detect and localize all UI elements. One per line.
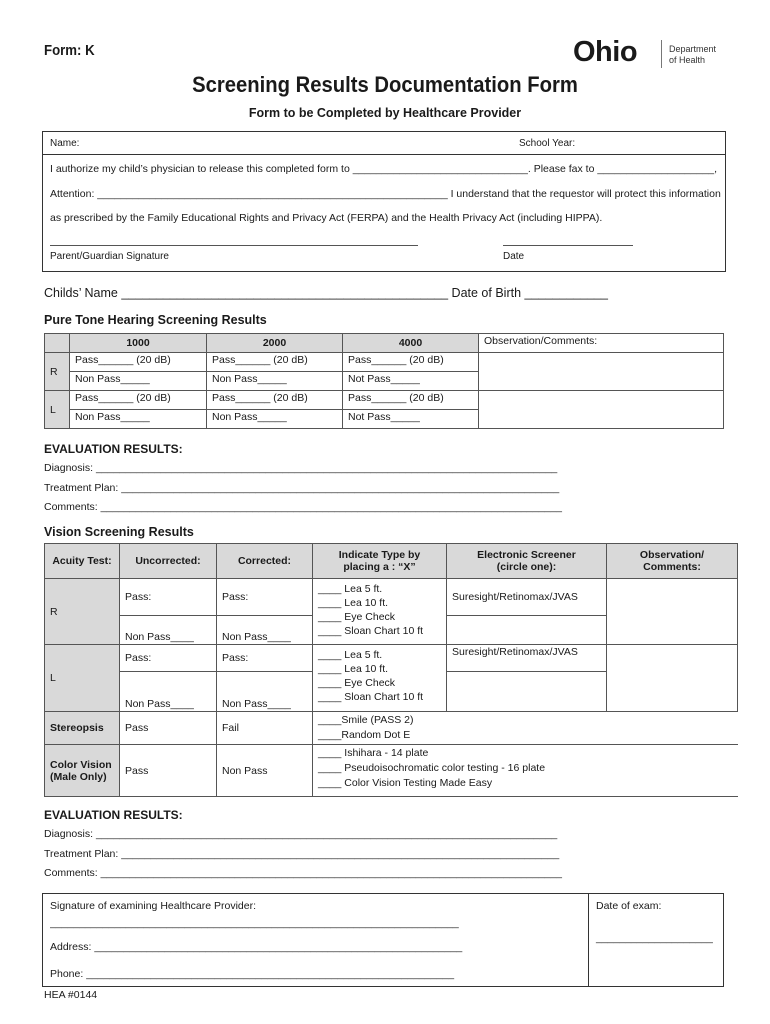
obs-header-line1: Observation/ [639,549,705,561]
r-4000-pass[interactable]: Pass______ (20 dB) [343,353,479,372]
name-label: Name: [50,138,80,149]
color-made-easy[interactable]: ____ Color Vision Testing Made Easy [318,777,493,789]
r-type-lea5[interactable]: ____ Lea 5 ft. [318,583,383,595]
hearing-table [44,333,724,429]
form-number: HEA #0144 [44,989,98,1001]
r-uncorrected-fail[interactable]: Non Pass____ [120,616,217,645]
ear-left: L [45,391,70,429]
type-header [313,544,447,579]
hearing-obs-label: Observation/Comments: [479,334,724,353]
r-screener-blank[interactable] [447,616,607,645]
r-corrected-pass[interactable]: Pass: [217,579,313,616]
l-screener-blank[interactable] [447,672,607,712]
eval1-title: EVALUATION RESULTS: [44,442,183,456]
r-1000-fail[interactable]: Non Pass_____ [70,372,207,391]
r-type-options[interactable] [313,579,447,645]
vision-right: R [45,579,120,645]
consent-date-label: Date [503,251,525,262]
child-name-dob-line[interactable]: Childs’ Name _______________________________________________ Date of Birth ____________ [44,286,608,300]
hearing-section-title: Pure Tone Hearing Screening Results [44,313,267,327]
stereo-fail[interactable]: Fail [217,712,313,745]
guardian-signature-label: Parent/Guardian Signature [50,251,169,262]
stereo-random-dot[interactable]: ____Random Dot E [318,729,411,741]
l-2000-fail[interactable]: Non Pass_____ [207,410,343,429]
screener-header [447,544,607,579]
l-1000-fail[interactable]: Non Pass_____ [70,410,207,429]
hearing-corner [45,334,70,353]
color-pseudo[interactable]: ____ Pseudoisochromatic color testing - 16 plate [318,762,546,774]
provider-signature-line[interactable]: ______________________________________________________________________ [50,917,459,929]
l-type-lea10[interactable]: ____ Lea 10 ft. [318,663,389,675]
authorize-statement: I authorize my child’s physician to release this completed form to ______________________________. Please fax to ____________________, [50,163,718,175]
color-pass[interactable]: Pass [120,745,217,797]
r-vision-observation[interactable] [607,579,738,645]
l-type-lea5[interactable]: ____ Lea 5 ft. [318,649,383,661]
freq-4000: 4000 [343,334,479,353]
r-corrected-fail[interactable]: Non Pass____ [217,616,313,645]
freq-1000: 1000 [70,334,207,353]
r-2000-pass[interactable]: Pass______ (20 dB) [207,353,343,372]
l-corrected-pass[interactable]: Pass: [217,645,313,672]
page-title: Screening Results Documentation Form [192,72,578,97]
l-type-eyecheck[interactable]: ____ Eye Check [318,677,396,689]
provider-address[interactable]: Address: _______________________________________________________________ [50,941,463,953]
l-vision-observation[interactable] [607,645,738,712]
r-type-lea10[interactable]: ____ Lea 10 ft. [318,597,389,609]
logo-word: Ohio [573,36,638,68]
stereo-pass[interactable]: Pass [120,712,217,745]
stereopsis-label: Stereopsis [45,712,120,745]
r-observation[interactable] [479,353,724,391]
l-4000-pass[interactable]: Pass______ (20 dB) [343,391,479,410]
type-header-line1: Indicate Type by [338,549,421,561]
logo-divider [661,40,662,68]
eval2-diagnosis[interactable]: Diagnosis: _______________________________________________________________________________ [44,828,558,840]
l-uncorrected-pass[interactable]: Pass: [120,645,217,672]
r-type-eyecheck[interactable]: ____ Eye Check [318,611,396,623]
l-1000-pass[interactable]: Pass______ (20 dB) [70,391,207,410]
l-observation[interactable] [479,391,724,429]
screener-header-line2: (circle one): [496,561,557,573]
corrected-header: Corrected: [217,544,313,579]
freq-2000: 2000 [207,334,343,353]
l-type-sloan[interactable]: ____ Sloan Chart 10 ft [318,691,424,703]
eval2-title: EVALUATION RESULTS: [44,808,183,822]
date-of-exam-label: Date of exam: [596,900,662,912]
provider-divider [588,894,589,986]
color-label-line1: Color Vision [50,758,112,771]
color-ishihara[interactable]: ____ Ishihara - 14 plate [318,747,429,759]
acuity-header: Acuity Test: [45,544,120,579]
l-corrected-fail[interactable]: Non Pass____ [217,672,313,712]
r-type-sloan[interactable]: ____ Sloan Chart 10 ft [318,625,424,637]
color-fail[interactable]: Non Pass [217,745,313,797]
eval2-comments[interactable]: Comments: _______________________________________________________________________________ [44,867,562,879]
vision-table [44,543,738,797]
consent-header-divider [43,154,725,155]
screener-header-line1: Electronic Screener [477,549,576,561]
attention-statement: Attention: ____________________________________________________________ I understand that the requestor will protect this information [50,188,721,200]
uncorrected-header: Uncorrected: [120,544,217,579]
r-2000-fail[interactable]: Non Pass_____ [207,372,343,391]
color-types[interactable] [313,745,738,797]
l-uncorrected-fail[interactable]: Non Pass____ [120,672,217,712]
l-type-options[interactable] [313,645,447,712]
vision-left: L [45,645,120,712]
stereo-smile[interactable]: ____Smile (PASS 2) [318,714,414,726]
provider-phone[interactable]: Phone: _______________________________________________________________ [50,968,455,980]
logo-dept-line1: Department [669,44,717,54]
consent-box [42,131,726,272]
page-subtitle: Form to be Completed by Healthcare Provider [248,106,522,120]
l-2000-pass[interactable]: Pass______ (20 dB) [207,391,343,410]
r-screener[interactable]: Suresight/Retinomax/JVAS [447,579,607,616]
r-4000-fail[interactable]: Not Pass_____ [343,372,479,391]
form-id: Form: K [44,42,95,59]
type-header-line2: placing a : “X” [343,561,416,573]
ohio-logo [573,36,733,72]
vision-section-title: Vision Screening Results [44,525,194,539]
l-4000-fail[interactable]: Not Pass_____ [343,410,479,429]
logo-dept-line2: of Health [669,55,706,65]
r-1000-pass[interactable]: Pass______ (20 dB) [70,353,207,372]
color-vision-label [45,745,120,797]
logo-department [669,44,716,66]
ear-right: R [45,353,70,391]
provider-signature-label: Signature of examining Healthcare Provider: [50,900,257,912]
eval2-treatment[interactable]: Treatment Plan: ___________________________________________________________________________ [44,848,560,860]
stereo-types[interactable] [313,712,738,745]
ferpa-statement: as prescribed by the Family Educational Rights and Privacy Act (FERPA) and the Health Privacy Act (including HIPPA). [50,212,603,224]
obs-header [607,544,738,579]
r-uncorrected-pass[interactable]: Pass: [120,579,217,616]
obs-header-line2: Comments: [643,561,701,573]
eval1-diagnosis[interactable]: Diagnosis: _______________________________________________________________________________ [44,462,558,474]
eval1-treatment[interactable]: Treatment Plan: ___________________________________________________________________________ [44,482,560,494]
eval1-comments[interactable]: Comments: _______________________________________________________________________________ [44,501,562,513]
color-label-line2: (Male Only) [50,770,107,783]
provider-box [42,893,724,987]
signature-line[interactable] [50,245,418,246]
date-line[interactable] [503,245,633,246]
l-screener[interactable]: Suresight/Retinomax/JVAS [447,645,607,672]
school-year-label: School Year: [519,138,576,149]
date-of-exam-line[interactable]: ____________________ [596,932,713,944]
